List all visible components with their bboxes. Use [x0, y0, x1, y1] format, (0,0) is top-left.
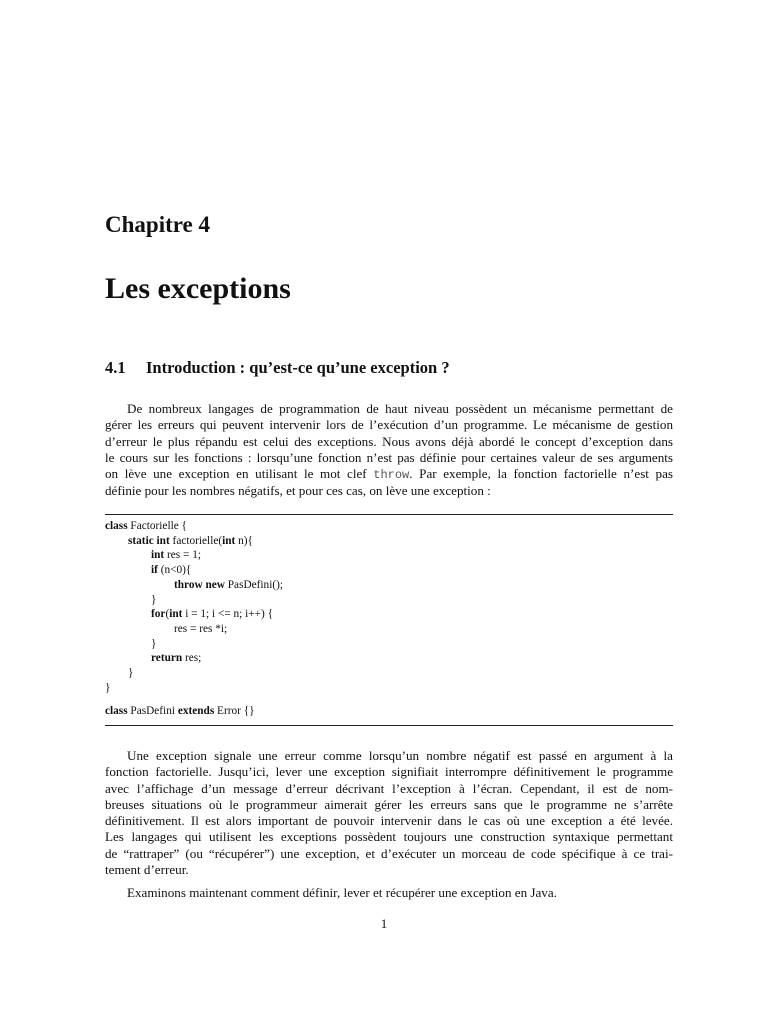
code-text: n){ [235, 534, 253, 547]
code-keyword: int [222, 534, 236, 547]
code-text: PasDefini(); [224, 578, 283, 591]
code-keyword: int [151, 549, 165, 562]
code-line [105, 534, 673, 549]
code-text: i = 1; i <= n; i++) { [182, 608, 274, 621]
intro-line: d’erreur le plus répandu est celui des exceptions. Nous avons déjà abordé le concept d’exception dans [105, 433, 673, 449]
code-text: factorielle( [169, 534, 223, 547]
intro-paragraph [105, 401, 673, 500]
intro-line: De nombreux langages de programmation de haut niveau possèdent un mécanisme permettant de [127, 401, 673, 416]
code-text: (n<0){ [157, 564, 192, 577]
section-number: 4.1 [105, 358, 126, 377]
paragraph-line: définitivement. Il est alors important de pouvoir intervenir dans le cas où une exception a été levée. [105, 813, 673, 829]
code-text: res; [182, 652, 202, 665]
code-line [105, 563, 673, 578]
section-heading [105, 358, 450, 378]
code-keyword: if [151, 564, 158, 577]
paragraph-line: de “rattraper” (ou “récupérer”) une exception, et d’exécuter un morceau de code spécifique à ce trai- [105, 845, 673, 861]
code-text: PasDefini [127, 705, 178, 718]
page-number: 1 [380, 916, 388, 931]
intro-line [105, 466, 673, 483]
second-paragraph [105, 748, 673, 878]
code-keyword: int [169, 608, 183, 621]
paragraph-line: avec l’affichage d’un message d’erreur décrivant l’exception à l’écran. Cependant, il est de nom- [105, 780, 673, 796]
paragraph-line: fonction factorielle. Jusqu’ici, lever une exception signifiait interrompre définitivement le programme [105, 764, 673, 780]
code-keyword: static int [128, 534, 170, 547]
code-line: } [151, 593, 157, 606]
code-line: } [151, 637, 157, 650]
intro-line: gérer les erreurs qui peuvent intervenir lors de l’exécution d’un programme. Le mécanisme de gestion [105, 417, 673, 433]
code-line [105, 607, 673, 622]
code-line [105, 519, 673, 534]
code-bottom-rule [105, 725, 673, 726]
paragraph-line: tement d’erreur. [105, 862, 189, 878]
code-text: ( [165, 608, 170, 621]
intro-line: définie pour les nombres négatifs, et pour ces cas, on lève une exception : [105, 483, 491, 499]
code-text: Error {} [214, 705, 255, 718]
code-text: res = 1; [164, 549, 201, 562]
code-line: } [105, 681, 111, 694]
code-keyword: class [105, 520, 128, 532]
code-keyword: for [151, 608, 166, 621]
inline-code-throw: throw [373, 468, 410, 483]
code-line [105, 548, 673, 563]
code-keyword: throw new [174, 578, 225, 591]
code-text: Factorielle { [127, 520, 187, 532]
paragraph-line: Les langages qui utilisent les exceptions possèdent toujours une construction syntaxique permettant [105, 829, 673, 845]
code-top-rule [105, 514, 673, 515]
intro-line: le cours sur les fonctions : lorsqu’une fonction n’est pas définie pour certaines valeur de ses arguments [105, 449, 673, 465]
code-keyword: class [105, 705, 128, 718]
section-title: Introduction : qu’est-ce qu’une exception ? [146, 358, 450, 377]
intro-text: on lève une exception en utilisant le mot clef [105, 466, 374, 482]
code-line: } [128, 667, 134, 680]
paragraph-line: breuses situations où le programmeur aimerait gérer les erreurs sans que le programme ne s’arrête [105, 796, 673, 812]
code-line [105, 704, 673, 719]
code-keyword: extends [177, 705, 215, 718]
chapter-title: Les exceptions [105, 272, 291, 305]
code-line [105, 578, 673, 593]
paragraph-line: Une exception signale une erreur comme lorsqu’un nombre négatif est passé en argument à la [127, 748, 673, 763]
code-keyword: return [151, 652, 183, 665]
intro-text: . Par exemple, la fonction factorielle n’est pas [409, 466, 673, 482]
code-line: res = res *i; [174, 622, 228, 635]
code-listing [105, 519, 673, 719]
code-line [105, 651, 673, 666]
third-paragraph: Examinons maintenant comment définir, lever et récupérer une exception en Java. [127, 885, 557, 900]
chapter-label: Chapitre 4 [105, 212, 210, 237]
